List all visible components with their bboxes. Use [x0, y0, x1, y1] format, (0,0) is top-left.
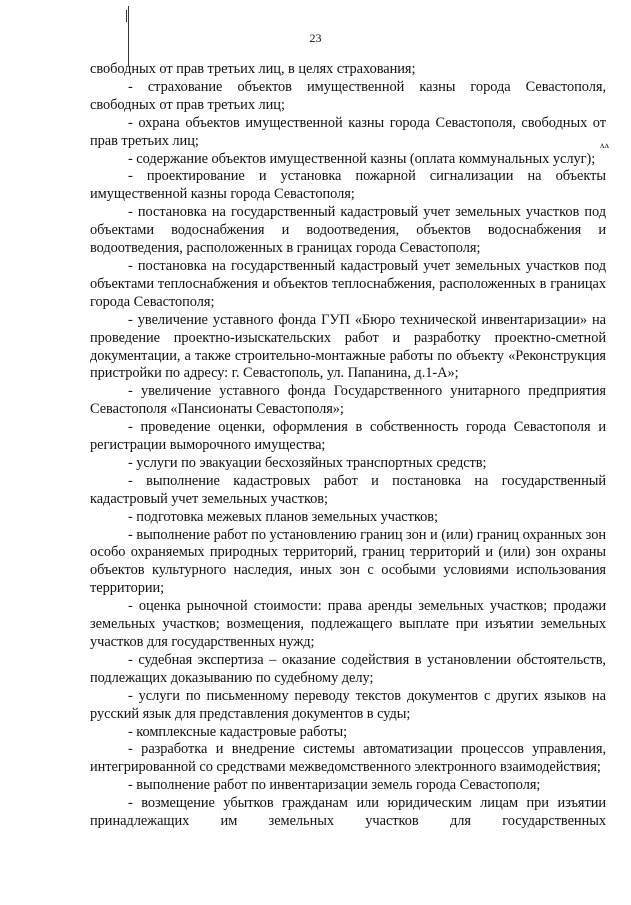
list-item: - увеличение уставного фонда ГУП «Бюро технической инвентаризации» на проведение проектно-изыскательских работ и разработку проектно-сметной документации, а также строительно-монтажные работы по объекту «Реконструкция пристройки по адресу: г. Севастополь, ул. Папанина, д.1-А»; [90, 311, 606, 382]
list-item: - услуги по эвакуации бесхозяйных транспортных средств; [128, 454, 487, 471]
list-item: - услуги по письменному переводу текстов документов с других языков на русский язык для представления документов в суды; [90, 687, 606, 722]
document-body [90, 61, 606, 831]
page-number: 23 [309, 31, 322, 45]
list-item: - постановка на государственный кадастровый учет земельных участков под объектами водоснабжения и водоотведения, объектов водоснабжения и водоотведения, расположенных в границах города Севастополя; [90, 204, 606, 257]
list-item: - выполнение работ по установлению границ зон и (или) границ охранных зон особо охраняемых природных территорий, границ территорий и (или) зон охраны объектов культурного наследия, иных зон с особыми условиями использования территории; [90, 526, 606, 597]
scan-margin-line-short [126, 10, 127, 22]
list-item: - проведение оценки, оформления в собственность города Севастополя и регистрации выморочного имущества; [90, 419, 606, 454]
list-item: - возмещение убытков гражданам или юридическим лицам при изъятии принадлежащих им земельных участков для государственных [90, 795, 606, 830]
list-item: - выполнение кадастровых работ и постановка на государственный кадастровый учет земельных участков; [90, 472, 606, 507]
list-item: - проектирование и установка пожарной сигнализации на объекты имущественной казны города Севастополя; [90, 168, 606, 203]
list-item: - подготовка межевых планов земельных участков; [128, 508, 438, 525]
list-item: - страхование объектов имущественной казны города Севастополя, свободных от прав третьих лиц; [90, 78, 606, 113]
list-item: - выполнение работ по инвентаризации земель города Севастополя; [128, 777, 541, 794]
list-item: - содержание объектов имущественной казны (оплата коммунальных услуг); [128, 150, 596, 167]
list-item: - увеличение уставного фонда Государственного унитарного предприятия Севастополя «Пансионаты Севастополя»; [90, 383, 606, 418]
list-item: - комплексные кадастровые работы; [128, 723, 348, 740]
list-item: - разработка и внедрение системы автоматизации процессов управления, интегрированной со средствами межведомственного электронного взаимодействия; [90, 741, 606, 776]
list-item: - судебная экспертиза – оказание содействия в установлении обстоятельств, подлежащих доказыванию по судебному делу; [90, 651, 606, 686]
list-item: - постановка на государственный кадастровый учет земельных участков под объектами теплоснабжения и объектов теплоснабжения, расположенных в границах города Севастополя; [90, 257, 606, 310]
paragraph: свободных от прав третьих лиц, в целях страхования; [90, 61, 416, 77]
list-item: - оценка рыночной стоимости: права аренды земельных участков; продажи земельных участков; возмещения, подлежащего выплате при изъятии земельных участков для государственных нужд; [90, 598, 606, 650]
list-item: - охрана объектов имущественной казны города Севастополя, свободных от прав третьих лиц; [90, 114, 606, 149]
scan-mark: ʌʌ [600, 140, 609, 150]
